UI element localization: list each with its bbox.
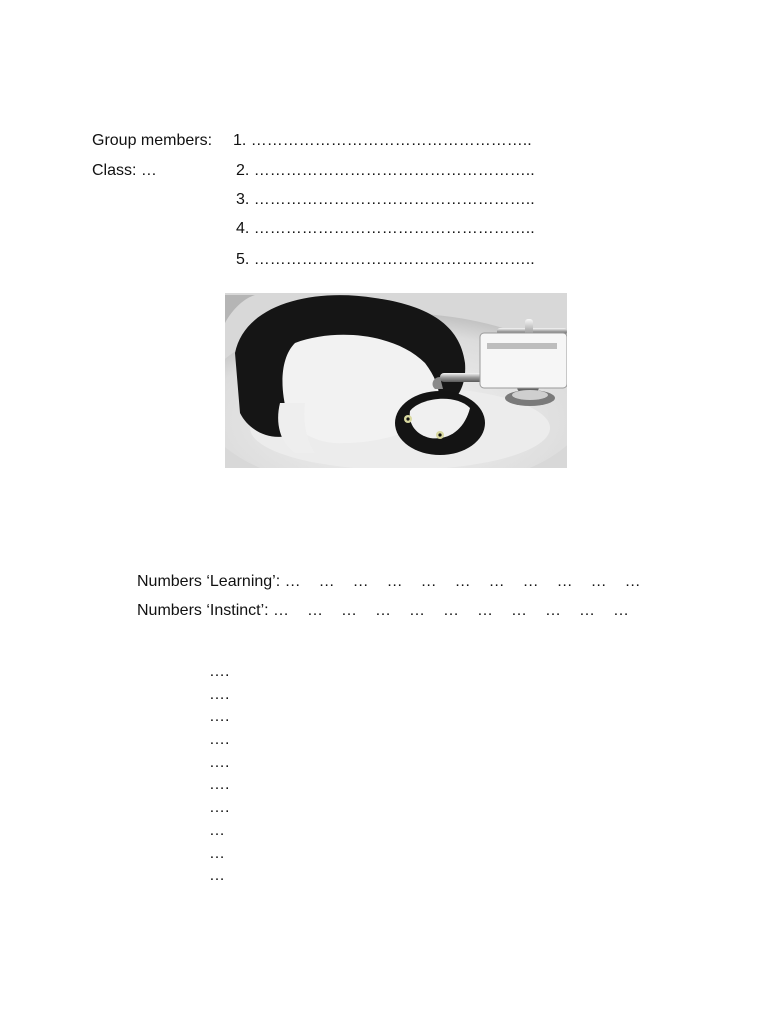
list-item: …. <box>209 776 230 794</box>
list-item: … <box>209 821 225 839</box>
instinct-blank: … <box>443 602 460 619</box>
learning-blank: … <box>318 573 335 590</box>
class-label: Class: … <box>92 162 157 179</box>
learning-blank: … <box>590 573 607 590</box>
learning-blank: … <box>284 573 301 590</box>
instinct-blank: … <box>273 602 290 619</box>
list-item: …. <box>209 753 230 771</box>
list-item: …. <box>209 799 230 817</box>
learning-blank: … <box>420 573 437 590</box>
instinct-blank: … <box>477 602 494 619</box>
member-line-3: 3. …………………………………………….. <box>236 191 535 208</box>
learning-blank: … <box>386 573 403 590</box>
list-item: … <box>209 844 225 862</box>
learning-blank: … <box>454 573 471 590</box>
instinct-blank: … <box>579 602 596 619</box>
instinct-blank: … <box>409 602 426 619</box>
instinct-blank: … <box>375 602 392 619</box>
cat-drinking-from-faucet-photo <box>225 293 567 468</box>
instinct-blank: … <box>307 602 324 619</box>
member-line-2: 2. …………………………………………….. <box>236 162 535 179</box>
learning-blank: … <box>488 573 505 590</box>
instinct-blank: … <box>511 602 528 619</box>
learning-blank: … <box>624 573 641 590</box>
list-item: …. <box>209 663 230 680</box>
numbers-learning-label: Numbers ‘Learning’: <box>137 573 281 590</box>
list-item: …. <box>209 685 230 703</box>
instinct-blank: … <box>341 602 358 619</box>
member-line-1: 1. …………………………………………….. <box>233 132 532 149</box>
numbers-instinct-row <box>137 601 647 621</box>
numbers-instinct-blanks <box>273 601 647 621</box>
dotted-answer-list <box>209 661 229 888</box>
list-item: …. <box>209 708 230 726</box>
learning-blank: … <box>352 573 369 590</box>
numbers-learning-row <box>137 572 659 592</box>
numbers-learning-blanks <box>285 572 659 592</box>
numbers-instinct-label: Numbers ‘Instinct’: <box>137 602 269 619</box>
member-line-5: 5. …………………………………………….. <box>236 251 535 268</box>
learning-blank: … <box>522 573 539 590</box>
list-item: … <box>209 867 225 885</box>
learning-blank: … <box>556 573 573 590</box>
list-item: …. <box>209 731 230 749</box>
member-line-4: 4. …………………………………………….. <box>236 220 535 237</box>
group-members-label: Group members: <box>92 132 213 149</box>
instinct-blank: … <box>545 602 562 619</box>
instinct-blank: … <box>613 602 630 619</box>
